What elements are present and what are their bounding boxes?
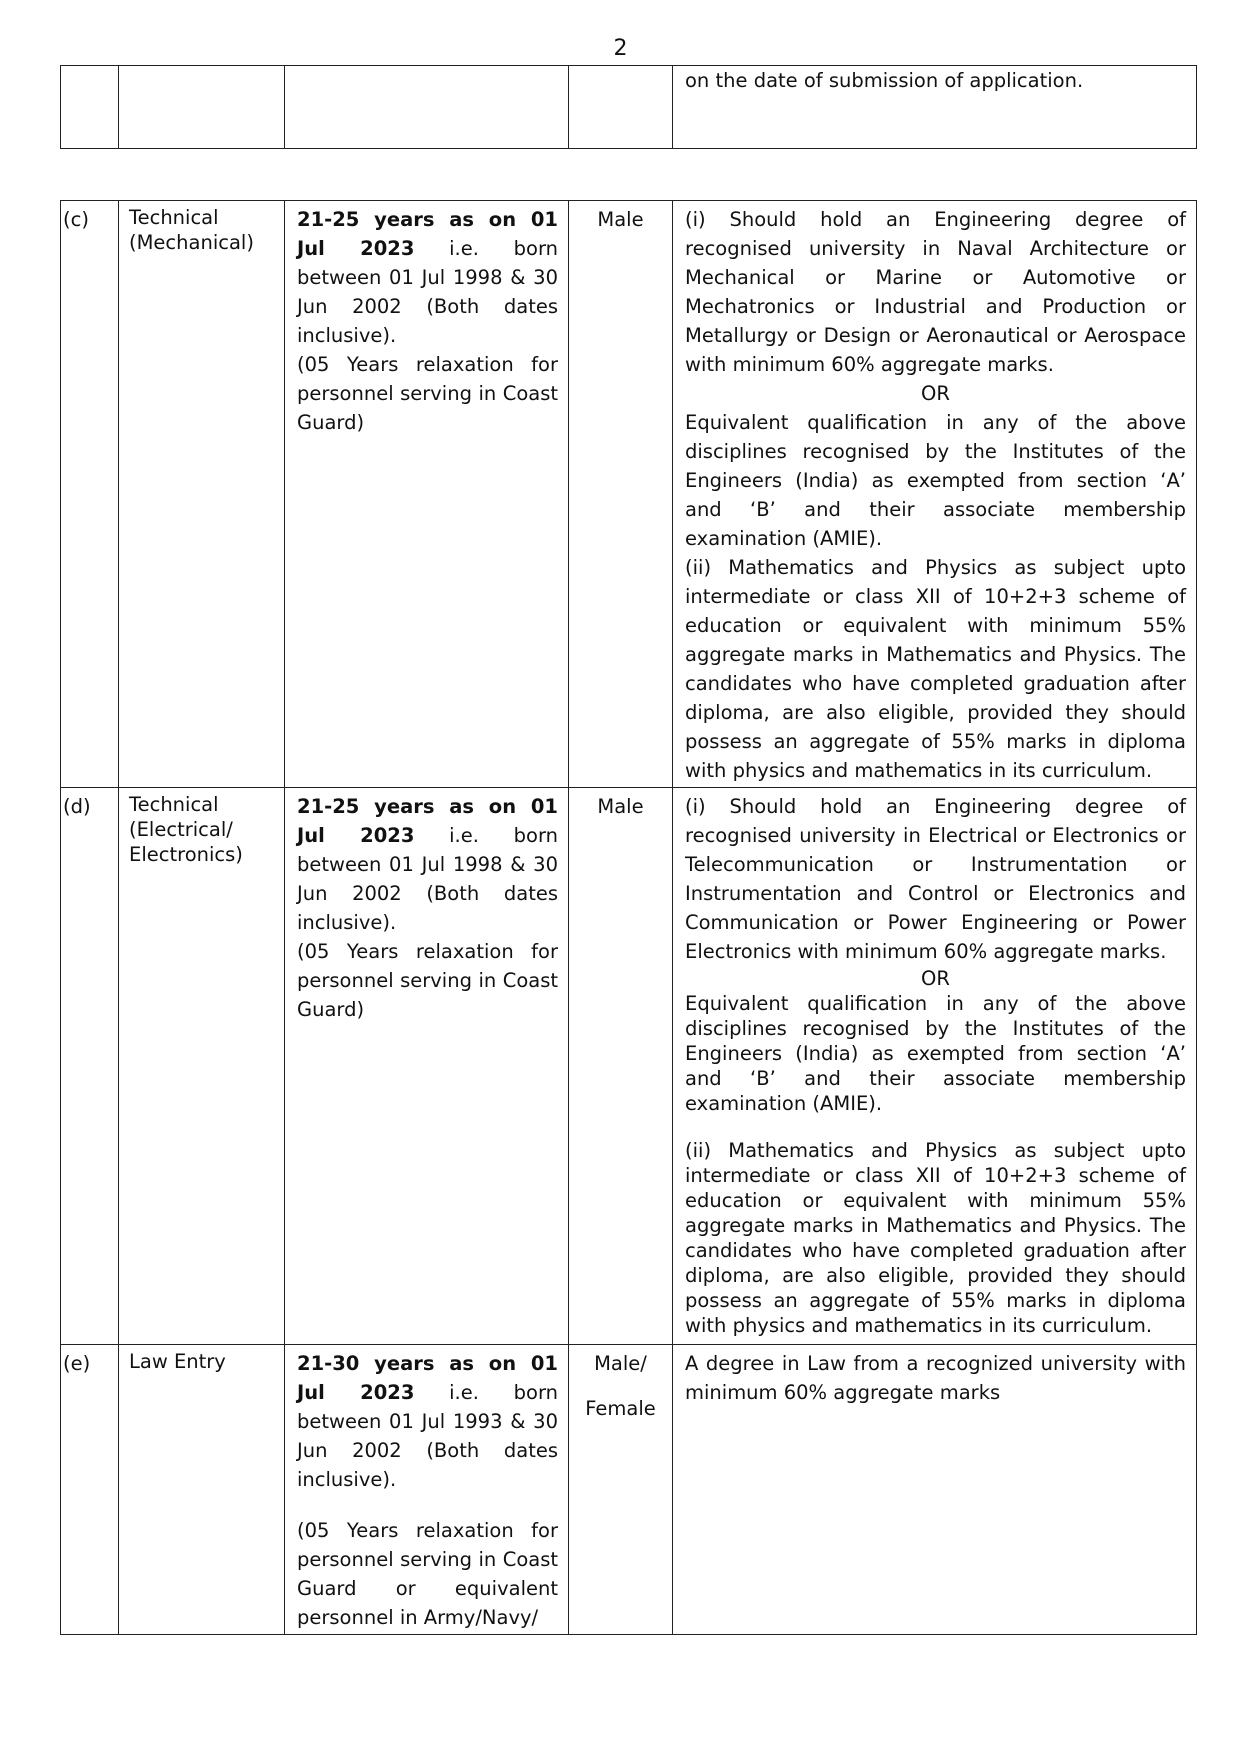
gender-cell [569,1345,673,1635]
age-range: 21-30 years as on 01 Jul 2023 [297,1352,558,1404]
table-row [61,788,1197,1345]
post-cell [119,66,285,149]
gender-cell [569,66,673,149]
sno-cell: (e) [61,1345,119,1635]
qualification-cell: on the date of submission of application. [673,66,1197,149]
post-cell: Technical (Mechanical) [119,201,285,788]
age-cell [285,788,569,1345]
post-cell: Technical (Electrical/ Electronics) [119,788,285,1345]
age-criteria [297,205,558,350]
qualification-part-1: (i) Should hold an Engineering degree of recognised university in Naval Architecture or Mechanical or Marine or Automotive or Mechatronics or Industrial and Production or Metallurgy or Design or Aeronautical or Aerospace with minimum 60% aggregate marks. [685,208,1186,376]
table-row [61,201,1197,788]
gender-cell: Male [569,788,673,1345]
age-criteria [297,792,558,937]
sno-cell: (c) [61,201,119,788]
equivalent-qualification: Equivalent qualification in any of the above disciplines recognised by the Institutes of the Engineers (India) as exempted from section ‘A’ and ‘B’ and their associate membership examination (AMIE). [685,411,1186,550]
age-relaxation: (05 Years relaxation for personnel serving in Coast Guard) [297,940,558,1021]
age-relaxation: (05 Years relaxation for personnel serving in Coast Guard) [297,353,558,434]
age-range: 21-25 years as on 01 Jul 2023 [297,795,558,847]
sno-cell [61,66,119,149]
qualification-cell [673,1345,1197,1635]
eligibility-table [60,200,1197,1635]
age-cell [285,1345,569,1635]
birth-date-range: i.e. born between 01 Jul 1998 & 30 Jun 2002 (Both dates inclusive). [297,237,558,347]
sno-cell: (d) [61,788,119,1345]
birth-date-range: i.e. born between 01 Jul 1993 & 30 Jun 2002 (Both dates inclusive). [297,1381,558,1491]
age-cell [285,201,569,788]
gender-male: Male/ [594,1352,647,1375]
spacer [297,1494,558,1516]
table-row [61,66,1197,149]
age-cell [285,66,569,149]
equivalent-qualification: Equivalent qualification in any of the above disciplines recognised by the Institutes of the Engineers (India) as exempted from section ‘A’ and ‘B’ and their associate membership examination (AMIE). [685,992,1186,1115]
birth-date-range: i.e. born between 01 Jul 1998 & 30 Jun 2002 (Both dates inclusive). [297,824,558,934]
gender-cell: Male [569,201,673,788]
qualification-part-2: (ii) Mathematics and Physics as subject upto intermediate or class XII of 10+2+3 scheme of education or equivalent with minimum 55% aggregate marks in Mathematics and Physics. The candidates who have completed graduation after diploma, are also eligible, provided they should possess an aggregate of 55% marks in diploma with physics and mathematics in its curriculum. [685,556,1186,782]
page-number: 2 [613,36,628,61]
gender-female: Female [585,1397,656,1420]
spacer [685,1116,1186,1138]
qualification-part-1: A degree in Law from a recognized university with minimum 60% aggregate marks [685,1352,1186,1404]
or-separator: OR [921,967,950,990]
continuation-table [60,65,1197,149]
qualification-cell [673,201,1197,788]
age-relaxation: (05 Years relaxation for personnel serving in Coast Guard or equivalent personnel in Army/Navy/ [297,1519,558,1629]
post-cell: Law Entry [119,1345,285,1635]
or-separator: OR [921,382,950,405]
qualification-cell [673,788,1197,1345]
table-row [61,1345,1197,1635]
age-range: 21-25 years as on 01 Jul 2023 [297,208,558,260]
qualification-part-2: (ii) Mathematics and Physics as subject upto intermediate or class XII of 10+2+3 scheme of education or equivalent with minimum 55% aggregate marks in Mathematics and Physics. The candidates who have completed graduation after diploma, are also eligible, provided they should possess an aggregate of 55% marks in diploma with physics and mathematics in its curriculum. [685,1139,1186,1337]
age-criteria [297,1349,558,1494]
qualification-part-1: (i) Should hold an Engineering degree of recognised university in Electrical or Electronics or Telecommunication or Instrumentation or Instrumentation and Control or Electronics and Communication or Power Engineering or Power Electronics with minimum 60% aggregate marks. [685,795,1186,963]
